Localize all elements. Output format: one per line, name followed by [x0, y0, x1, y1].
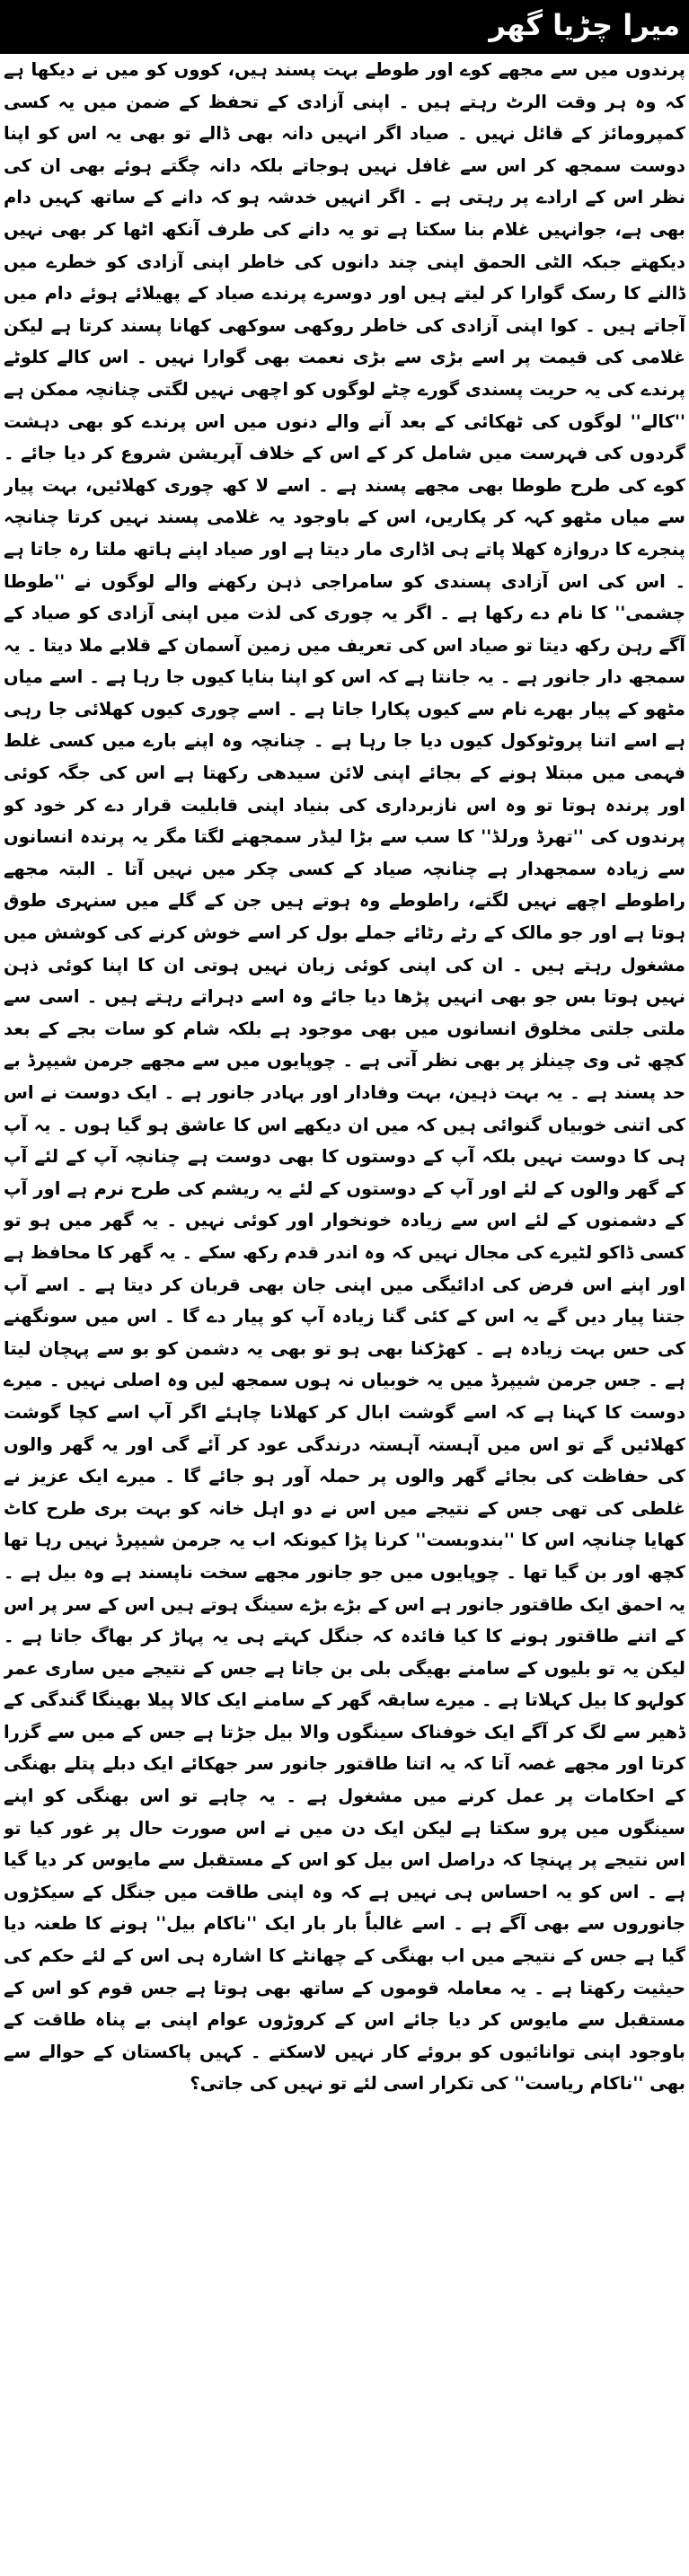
title-bar: [0, 0, 689, 54]
article-title: میرا چڑیا گھر: [489, 8, 680, 42]
article-paragraph: پرندوں میں سے مجھے کوے اور طوطے بہت پسند ہیں، کووں کو میں نے دیکھا ہے کہ وہ ہر وقت الرٹ رہتے ہیں ۔ اپنی آزادی کے تحفظ کے ضمن میں یہ کسی کمپرومائز کے قائل نہیں ۔ صیاد اگر انہیں دانہ بھی ڈالے تو بھی یہ اس کو اپنا دوست سمجھ کر اس سے غافل نہیں ہوجاتے بلکہ دانہ چگتے ہوئے بھی ان کی نظر اس کے ارادے پر رہتی ہے ۔ اگر انہیں خدشہ ہو کہ دانے کے ساتھ کہیں دام بھی ہے، جوانہیں غلام بنا سکتا ہے تو یہ دانے کی طرف آنکھ اٹھا کر بھی نہیں دیکھتے جبکہ الٹی الحمق اپنی چند دانوں کی خاطر اپنی آزادی کو خطرے میں ڈالنے کا رسک گوارا کر لیتے ہیں اور دوسرے پرندے صیاد کے پھیلائے ہوئے دام میں آجاتے ہیں ۔ کوا اپنی آزادی کی خاطر روکھی سوکھی کھانا پسند کرتا ہے لیکن غلامی کی قیمت پر اسے بڑی سے بڑی نعمت بھی گوارا نہیں ۔ اس کالے کلوٹے پرندے کی یہ حریت پسندی گورے چٹے لوگوں کو اچھی نہیں لگتی چنانچہ ممکن ہے ''کالے'' لوگوں کی ٹھکائی کے بعد آنے والے دنوں میں اس پرندے کو بھی دہشت گردوں کی فہرست میں شامل کر کے اس کے خلاف آپریشن شروع کر دیا جائے ۔ کوے کی طرح طوطا بھی مجھے پسند ہے ۔ اسے لا کھ چوری کھلائیں، بہت پیار سے میاں مٹھو کہہ کر پکاریں، اس کے باوجود یہ غلامی پسند نہیں کرتا چنانچہ پنجرے کا دروازہ کھلا پاتے ہی اڈاری مار دیتا ہے اور صیاد اپنے ہاتھ ملتا رہ جاتا ہے ۔ اس کی اس آزادی پسندی کو سامراجی ذہن رکھنے والے لوگوں نے ''طوطا چشمی'' کا نام دے رکھا ہے ۔ اگر یہ چوری کی لذت میں اپنی آزادی کو صیاد کے آگے رہن رکھ دیتا تو صیاد اس کی تعریف میں زمین آسمان کے قلابے ملا دیتا ۔ یہ سمجھ دار جانور ہے ۔ یہ جانتا ہے کہ اس کو اپنا بنایا کیوں جا رہا ہے ۔ اسے میاں مٹھو کے پیار بھرے نام سے کیوں پکارا جاتا ہے ۔ اسے چوری کیوں کھلائی جا رہی ہے اسے اتنا پروٹوکول کیوں دیا جا رہا ہے ۔ چنانچہ وہ اپنے بارے میں کسی غلط فہمی میں مبتلا ہونے کے بجائے اپنی لائن سیدھی رکھتا ہے اس کی جگہ کوئی اور پرندہ ہوتا تو وہ اس نازبرداری کی بنیاد اپنی قابلیت قرار دے کر خود کو پرندوں کی ''تھرڈ ورلڈ'' کا سب سے بڑا لیڈر سمجھنے لگتا مگر یہ پرندہ انسانوں سے زیادہ سمجھدار ہے چنانچہ صیاد کے کسی چکر میں نہیں آتا ۔ البتہ مجھے راطوطے اچھے نہیں لگتے، راطوطے وہ ہوتے ہیں جن کے گلے میں سنہری طوق ہوتا ہے اور جو مالک کے رٹے رٹائے جملے بول کر اسے خوش کرنے کی کوشش میں مشغول رہتے ہیں ۔ ان کی اپنی کوئی زبان نہیں ہوتی ان کا اپنا کوئی ذہن نہیں ہوتا بس جو بھی انہیں پڑھا دیا جائے وہ اسے دہراتے رہتے ہیں ۔ اسی سے ملتی جلتی مخلوق انسانوں میں بھی موجود ہے بلکہ شام کو سات بجے کے بعد کچھ ٹی وی چینلز پر بھی نظر آتی ہے ۔ چوپایوں میں سے مجھے جرمن شیپرڈ بے حد پسند ہے ۔ یہ بہت ذہین، بہت وفادار اور بہادر جانور ہے ۔ ایک دوست نے اس کی اتنی خوبیاں گنوائی ہیں کہ میں ان دیکھے اس کا عاشق ہو گیا ہوں ۔ یہ آپ ہی کا دوست نہیں بلکہ آپ کے دوستوں کا بھی دوست ہے چنانچہ آپ کے لئے آپ کے گھر والوں کے لئے اور آپ کے دوستوں کے لئے یہ ریشم کی طرح نرم ہے اور آپ کے دشمنوں کے لئے اس سے زیادہ خونخوار اور کوئی نہیں ۔ یہ گھر میں ہو تو کسی ڈاکو لٹیرے کی مجال نہیں کہ وہ اندر قدم رکھ سکے ۔ یہ گھر کا محافظ ہے اور اپنے اس فرض کی ادائیگی میں اپنی جان بھی قربان کر دیتا ہے ۔ اسے آپ جتنا پیار دیں گے یہ اس کے کئی گنا زیادہ آپ کو پیار دے گا ۔ اس میں سونگھنے کی حس بہت زیادہ ہے ۔ کھڑکنا بھی ہو تو بھی یہ دشمن کو بو سے پہچان لیتا ہے ۔ جس جرمن شیپرڈ میں یہ خوبیاں نہ ہوں سمجھ لیں وہ اصلی نہیں ۔ میرے دوست کا کہنا ہے کہ اسے گوشت ابال کر کھلانا چاہئے اگر آپ اسے کچا گوشت کھلائیں گے تو اس میں آہستہ آہستہ درندگی عود کر آئے گی اور یہ گھر والوں کی حفاظت کی بجائے گھر والوں پر حملہ آور ہو جائے گا ۔ میرے ایک عزیز نے غلطی کی تھی جس کے نتیجے میں اس نے دو اہل خانہ کو بہت بری طرح کاٹ کھایا چنانچہ اس کا ''بندوبست'' کرنا پڑا کیونکہ اب یہ جرمن شیپرڈ نہیں رہا تھا کچھ اور بن گیا تھا ۔ چوپایوں میں جو جانور مجھے سخت ناپسند ہے وہ بیل ہے ۔ یہ احمق ایک طاقتور جانور ہے اس کے بڑے بڑے سینگ ہوتے ہیں اس کے سر پر اس کے اتنے طاقتور ہونے کا کیا فائدہ کہ جنگل کہتے ہی یہ پہاڑ کر بھاگ جاتا ہے ۔ لیکن یہ تو بلیوں کے سامنے بھیگی بلی بن جاتا ہے جس کے نتیجے میں ساری عمر کولہو کا بیل کہلاتا ہے ۔ میرے سابقہ گھر کے سامنے ایک کالا پیلا بھینگا گندگی کے ڈھیر سے لگ کر آگے ایک خوفناک سینگوں والا بیل جڑتا ہے جس کے میں سے گزرا کرتا اور مجھے غصہ آتا کہ یہ اتنا طاقتور جانور سر جھکائے ایک دبلے پتلے بھنگی کے احکامات پر عمل کرنے میں مشغول ہے ۔ یہ چاہے تو اس بھنگی کو اپنے سینگوں میں پرو سکتا ہے لیکن ایک دن میں نے اس صورت حال پر غور کیا تو اس نتیجے پر پہنچا کہ دراصل اس بیل کو اس کے مستقبل سے مایوس کر دیا گیا ہے ۔ اس کو یہ احساس ہی نہیں ہے کہ وہ اپنی طاقت میں جنگل کے سیکڑوں جانوروں سے بھی آگے ہے ۔ اسے غالباً بار بار ایک ''ناکام بیل'' ہونے کا طعنہ دیا گیا ہے جس کے نتیجے میں اب بھنگی کے چھانٹے کا اشارہ ہی اس کے لئے حکم کی حیثیت رکھتا ہے ۔ یہ معاملہ قوموں کے ساتھ بھی ہوتا ہے جس قوم کو اس کے مستقبل سے مایوس کر دیا جائے اس کے کروڑوں عوام اپنی بے پناہ طاقت کے باوجود اپنی توانائیوں کو بروئے کار نہیں لاسکتے ۔ کہیں پاکستان کے حوالے سے بھی ''ناکام ریاست'' کی تکرار اسی لئے تو نہیں کی جاتی؟: [4, 59, 685, 2095]
article-body: [4, 54, 685, 2569]
